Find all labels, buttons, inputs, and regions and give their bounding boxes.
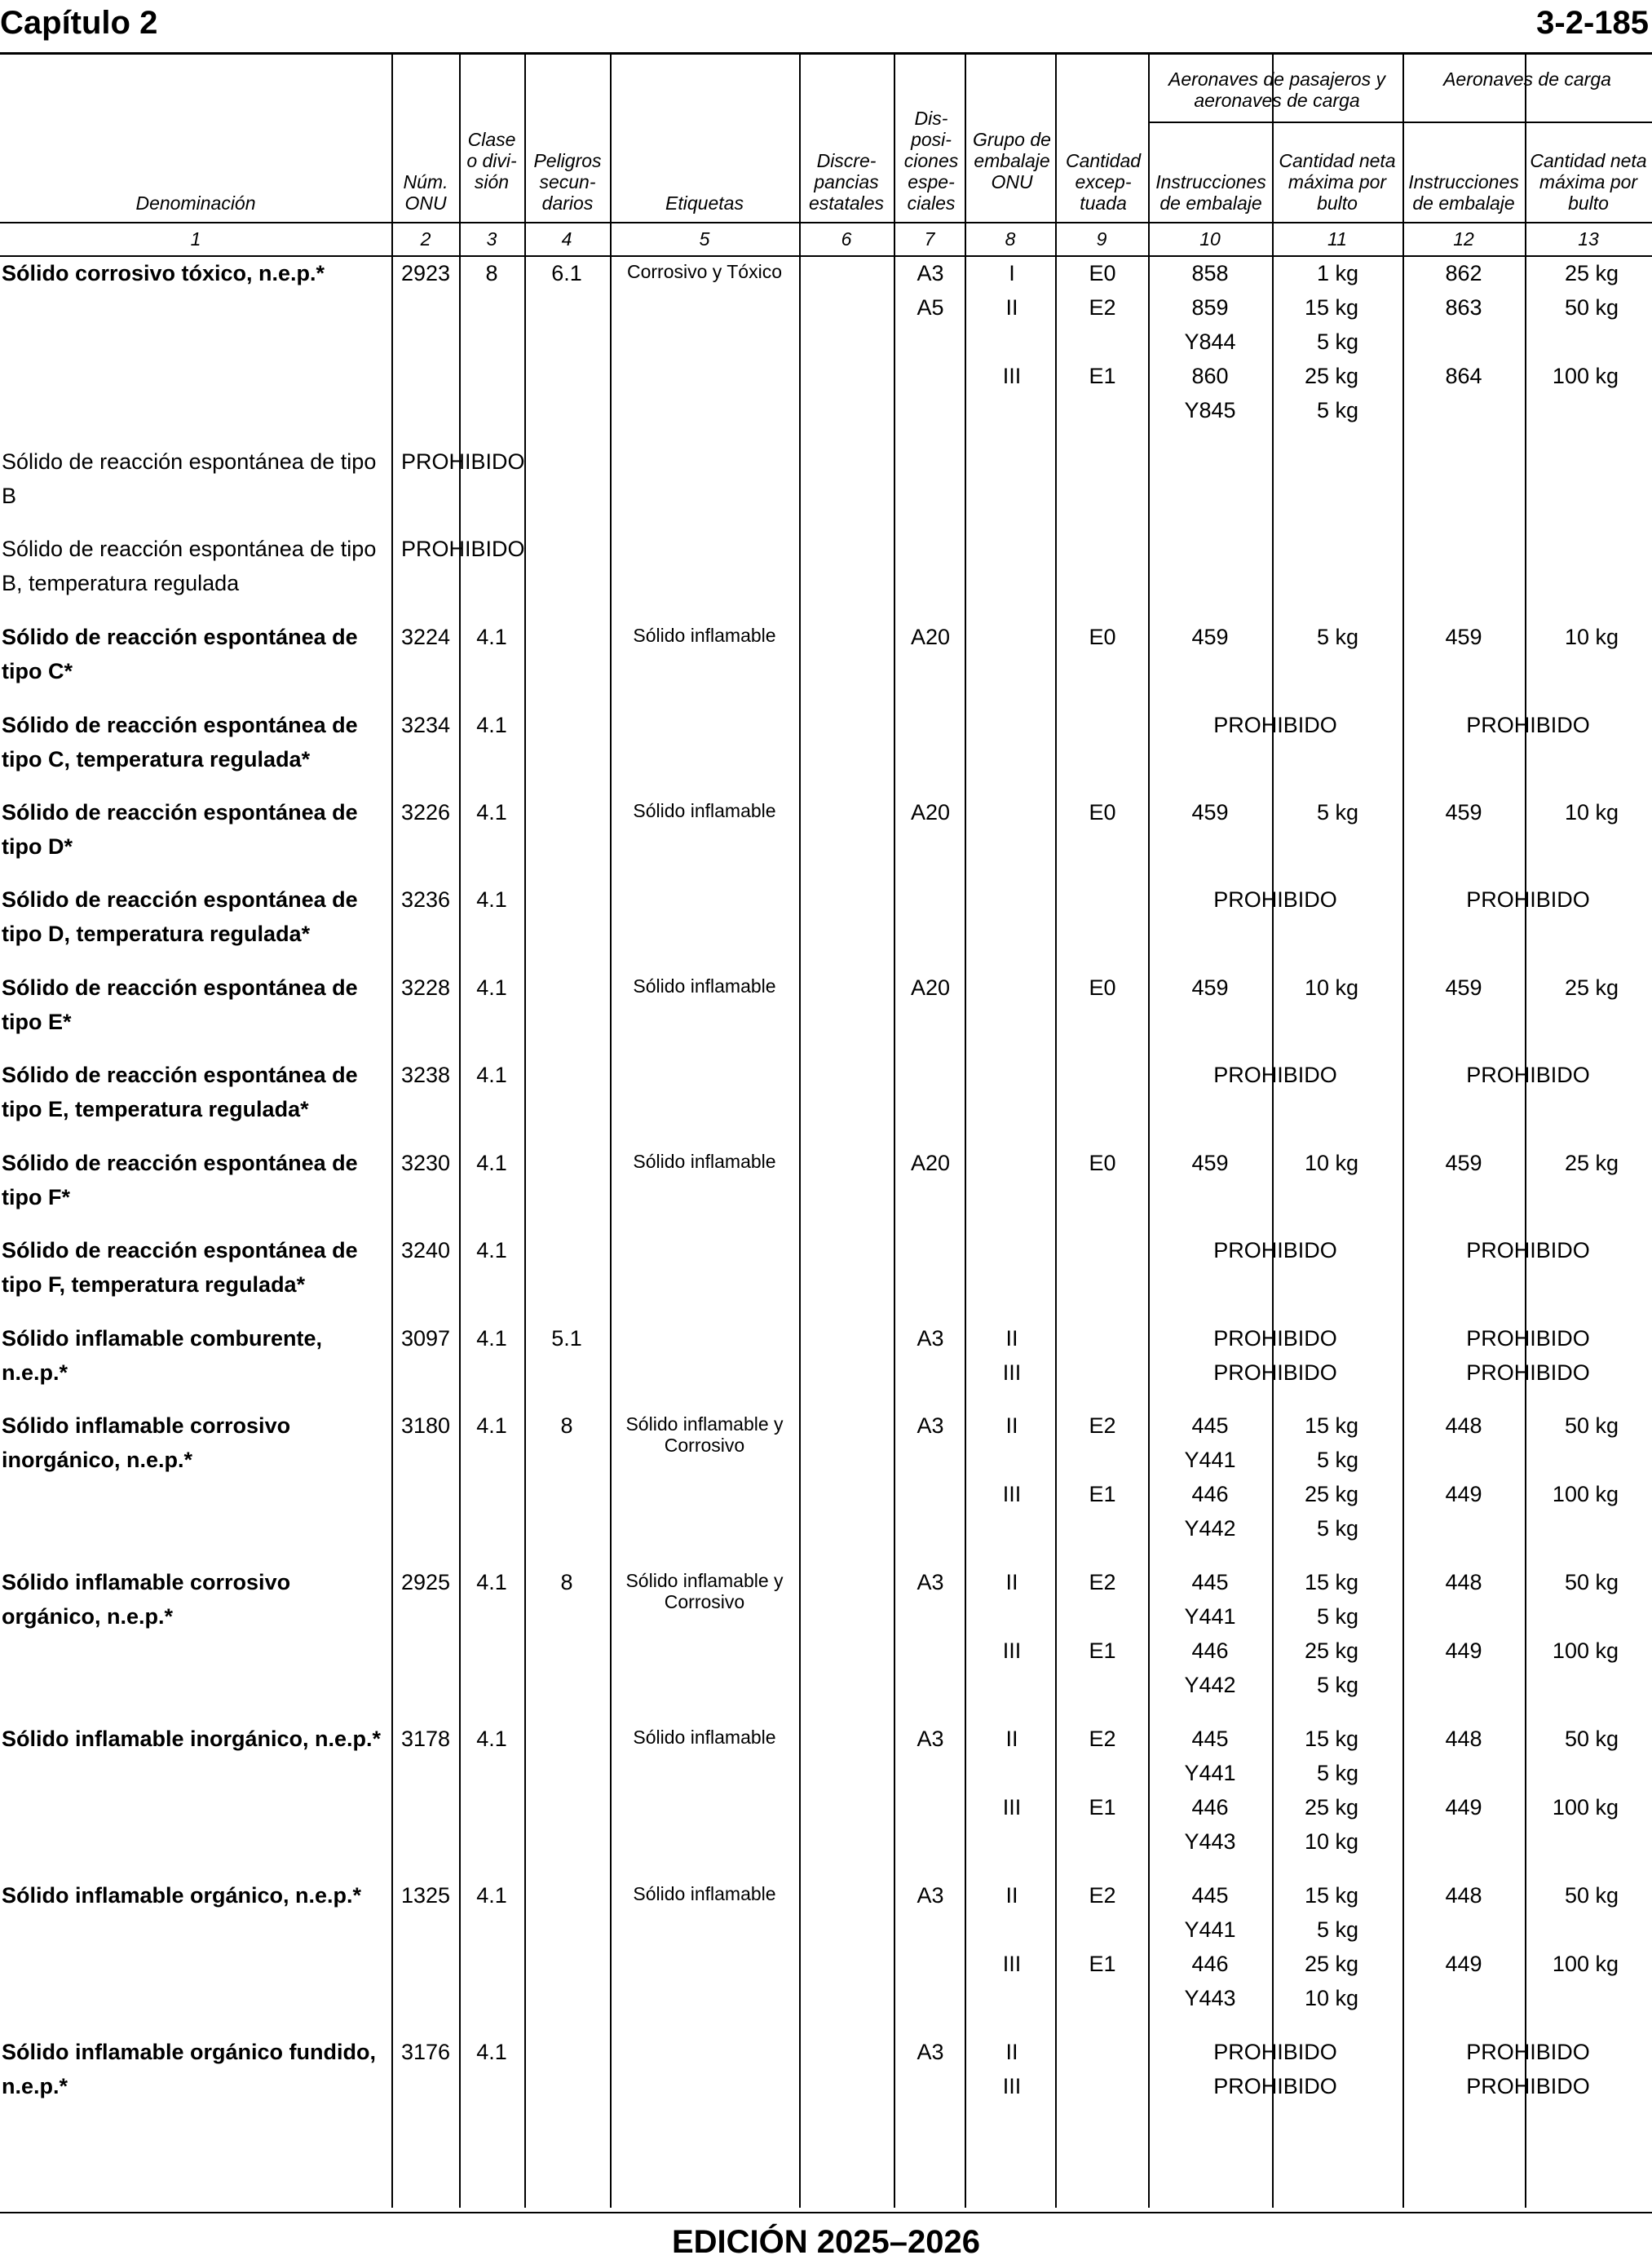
substance-name: Sólido de reacción espontánea de tipo F* (2, 1151, 358, 1209)
substance-name: Sólido inflamable orgánico, n.e.p.* (2, 1883, 362, 1908)
column-number: 5 (699, 228, 710, 250)
special-provision: A20 (910, 800, 951, 825)
excepted-quantity: E2 (1089, 1570, 1116, 1594)
class-division: 4.1 (476, 887, 507, 912)
special-provision: A3 (917, 1413, 944, 1438)
packing-instruction-pax: 446 (1191, 1952, 1229, 1976)
column-divider (610, 55, 612, 2208)
special-provision: A3 (917, 261, 944, 285)
packing-instruction-pax: 446 (1191, 1795, 1229, 1820)
bottom-rule (0, 2212, 1652, 2213)
packing-instruction-pax: Y441 (1184, 1604, 1236, 1629)
column-divider (391, 55, 393, 2208)
prohibido-cargo: PROHIBIDO (1466, 713, 1590, 737)
un-number: 1325 (401, 1883, 451, 1908)
subsidiary-hazard: 8 (560, 1413, 573, 1438)
packing-group: III (1002, 1360, 1022, 1385)
class-division: 4.1 (476, 625, 507, 649)
packing-instruction-pax: 459 (1191, 800, 1229, 825)
packing-group: III (1002, 364, 1022, 388)
hazard-label: Sólido inflamable y Corrosivo (625, 1413, 784, 1456)
un-number: 3238 (401, 1063, 451, 1087)
max-quantity-pax: 5 kg (1316, 1917, 1358, 1942)
special-provision: A20 (910, 625, 951, 649)
column-number: 3 (486, 228, 497, 250)
packing-group: II (1005, 1413, 1018, 1438)
column-divider (524, 55, 526, 2208)
edition-footer: EDICIÓN 2025–2026 (671, 2224, 980, 2260)
class-division: 4.1 (476, 975, 507, 1000)
class-division: 4.1 (476, 1883, 507, 1908)
hazard-label: Sólido inflamable (633, 1727, 776, 1748)
substance-name: Sólido de reacción espontánea de tipo E* (2, 975, 358, 1034)
substance-name: Sólido de reacción espontánea de tipo D, temperatura regulada* (2, 887, 358, 946)
un-number: 3230 (401, 1151, 451, 1175)
excepted-quantity: E1 (1089, 1795, 1116, 1820)
column-divider (1402, 55, 1404, 2208)
special-provision: A20 (910, 975, 951, 1000)
substance-name: Sólido de reacción espontánea de tipo B (2, 449, 377, 508)
un-number: 3180 (401, 1413, 451, 1438)
packing-group: III (1002, 1482, 1022, 1506)
class-division: 4.1 (476, 1326, 507, 1351)
packing-instruction-pax: 860 (1191, 364, 1229, 388)
subsidiary-hazard: 6.1 (551, 261, 582, 285)
packing-instruction-pax: 859 (1191, 295, 1229, 320)
max-quantity-pax: 25 kg (1304, 1795, 1358, 1820)
hazard-label: Sólido inflamable (633, 800, 776, 821)
group-header-pasajeros: Aeronaves de pasajeros y aeronaves de carga (1168, 69, 1385, 111)
packing-instruction-cargo: 459 (1445, 800, 1482, 825)
col-header-cantidad-exceptuada: Cantidad excep- tuada (1065, 150, 1142, 214)
max-quantity-pax: 1 kg (1316, 261, 1358, 285)
packing-instruction-cargo: 863 (1445, 295, 1482, 320)
packing-group: II (1005, 1727, 1018, 1751)
excepted-quantity: E1 (1089, 364, 1116, 388)
column-number: 1 (190, 228, 201, 250)
un-number: 3240 (401, 1238, 451, 1262)
packing-instruction-pax: Y441 (1184, 1917, 1236, 1942)
max-quantity-pax: 15 kg (1304, 1413, 1358, 1438)
col-header-etiquetas: Etiquetas (665, 192, 744, 214)
excepted-quantity: E1 (1089, 1482, 1116, 1506)
prohibido-pax: PROHIBIDO (1213, 2040, 1337, 2064)
substance-name: Sólido inflamable corrosivo orgánico, n.e.p.* (2, 1570, 291, 1629)
packing-instruction-pax: 445 (1191, 1727, 1229, 1751)
packing-instruction-pax: Y442 (1184, 1516, 1236, 1541)
substance-name: Sólido inflamable comburente, n.e.p.* (2, 1326, 323, 1385)
column-number: 9 (1096, 228, 1107, 250)
excepted-quantity: E0 (1089, 261, 1116, 285)
excepted-quantity: E2 (1089, 1413, 1116, 1438)
un-number: 3234 (401, 713, 451, 737)
prohibido-pax: PROHIBIDO (1213, 1063, 1337, 1087)
packing-instruction-cargo: 449 (1445, 1952, 1482, 1976)
class-division: 8 (485, 261, 498, 285)
class-division: 4.1 (476, 713, 507, 737)
max-quantity-cargo: 100 kg (1552, 1795, 1619, 1820)
max-quantity-pax: 5 kg (1316, 1761, 1358, 1785)
max-quantity-pax: 5 kg (1316, 1448, 1358, 1472)
max-quantity-cargo: 25 kg (1564, 261, 1619, 285)
class-division: 4.1 (476, 2040, 507, 2064)
packing-group: II (1005, 1570, 1018, 1594)
column-divider (1272, 55, 1274, 2208)
un-number: 3226 (401, 800, 451, 825)
packing-instruction-pax: 445 (1191, 1570, 1229, 1594)
column-divider (459, 55, 461, 2208)
packing-instruction-cargo: 449 (1445, 1795, 1482, 1820)
max-quantity-pax: 5 kg (1316, 1516, 1358, 1541)
packing-instruction-pax: 858 (1191, 261, 1229, 285)
group-divider (1148, 122, 1652, 123)
max-quantity-cargo: 100 kg (1552, 1952, 1619, 1976)
column-number: 2 (420, 228, 431, 250)
prohibido-cargo: PROHIBIDO (1466, 2040, 1590, 2064)
substance-name: Sólido de reacción espontánea de tipo D* (2, 800, 358, 859)
packing-group: III (1002, 1795, 1022, 1820)
max-quantity-cargo: 25 kg (1564, 1151, 1619, 1175)
header-divider (0, 222, 1652, 223)
subsidiary-hazard: 8 (560, 1570, 573, 1594)
col-header-clase: Clase o divi- sión (466, 129, 517, 192)
packing-group: III (1002, 1638, 1022, 1663)
excepted-quantity: E0 (1089, 1151, 1116, 1175)
page-number: 3-2-185 (1536, 5, 1649, 41)
un-number: 3097 (401, 1326, 451, 1351)
max-quantity-pax: 10 kg (1304, 1986, 1358, 2010)
max-quantity-cargo: 50 kg (1564, 295, 1619, 320)
packing-instruction-pax: Y845 (1184, 398, 1236, 422)
hazard-label: Sólido inflamable (633, 975, 776, 997)
col-header-num-onu: Núm. ONU (403, 171, 448, 214)
max-quantity-pax: 25 kg (1304, 1638, 1358, 1663)
max-quantity-pax: 5 kg (1316, 1604, 1358, 1629)
max-quantity-cargo: 50 kg (1564, 1727, 1619, 1751)
prohibido-cargo: PROHIBIDO (1466, 887, 1590, 912)
un-number: 2925 (401, 1570, 451, 1594)
substance-name: Sólido inflamable corrosivo inorgánico, n.e.p.* (2, 1413, 291, 1472)
max-quantity-pax: 10 kg (1304, 1829, 1358, 1854)
prohibido-cargo: PROHIBIDO (1466, 1326, 1590, 1351)
max-quantity-pax: 25 kg (1304, 1952, 1358, 1976)
substance-name: Sólido de reacción espontánea de tipo C, temperatura regulada* (2, 713, 358, 772)
max-quantity-cargo: 100 kg (1552, 1638, 1619, 1663)
prohibido-pax: PROHIBIDO (1213, 1360, 1337, 1385)
class-division: 4.1 (476, 1151, 507, 1175)
packing-instruction-cargo: 448 (1445, 1413, 1482, 1438)
excepted-quantity: E2 (1089, 295, 1116, 320)
packing-group: I (1009, 261, 1015, 285)
chapter-title: Capítulo 2 (0, 5, 158, 41)
packing-instruction-cargo: 862 (1445, 261, 1482, 285)
column-number: 12 (1453, 228, 1474, 250)
substance-name: Sólido inflamable orgánico fundido, n.e.p.* (2, 2040, 376, 2098)
col-header-instrucciones-1: Instrucciones de embalaje (1155, 171, 1266, 214)
packing-instruction-pax: 446 (1191, 1482, 1229, 1506)
max-quantity-pax: 5 kg (1316, 398, 1358, 422)
max-quantity-cargo: 10 kg (1564, 625, 1619, 649)
max-quantity-cargo: 50 kg (1564, 1413, 1619, 1438)
un-number: 3228 (401, 975, 451, 1000)
packing-instruction-pax: Y441 (1184, 1761, 1236, 1785)
max-quantity-pax: 15 kg (1304, 1570, 1358, 1594)
special-provision: A5 (917, 295, 944, 320)
packing-instruction-cargo: 448 (1445, 1727, 1482, 1751)
max-quantity-cargo: 50 kg (1564, 1883, 1619, 1908)
prohibido-cargo: PROHIBIDO (1466, 1063, 1590, 1087)
excepted-quantity: E2 (1089, 1727, 1116, 1751)
un-number: 3236 (401, 887, 451, 912)
packing-instruction-cargo: 448 (1445, 1883, 1482, 1908)
column-number: 4 (561, 228, 572, 250)
max-quantity-cargo: 100 kg (1552, 1482, 1619, 1506)
excepted-quantity: E0 (1089, 625, 1116, 649)
excepted-quantity: E1 (1089, 1952, 1116, 1976)
packing-instruction-cargo: 448 (1445, 1570, 1482, 1594)
col-header-discrepancias: Discre- pancias estatales (808, 150, 885, 214)
top-rule (0, 52, 1652, 55)
max-quantity-pax: 15 kg (1304, 295, 1358, 320)
special-provision: A3 (917, 1326, 944, 1351)
column-number: 10 (1199, 228, 1221, 250)
packing-instruction-cargo: 449 (1445, 1482, 1482, 1506)
class-division: 4.1 (476, 1570, 507, 1594)
un-number: 3224 (401, 625, 451, 649)
column-number: 8 (1005, 228, 1016, 250)
special-provision: A3 (917, 1727, 944, 1751)
prohibido-cargo: PROHIBIDO (1466, 1238, 1590, 1262)
column-number: 13 (1578, 228, 1599, 250)
substance-name: Sólido de reacción espontánea de tipo C* (2, 625, 358, 683)
packing-instruction-pax: 445 (1191, 1413, 1229, 1438)
special-provision: A3 (917, 2040, 944, 2064)
max-quantity-pax: 15 kg (1304, 1883, 1358, 1908)
packing-instruction-cargo: 459 (1445, 975, 1482, 1000)
max-quantity-pax: 10 kg (1304, 975, 1358, 1000)
max-quantity-pax: 5 kg (1316, 625, 1358, 649)
max-quantity-pax: 15 kg (1304, 1727, 1358, 1751)
class-division: 4.1 (476, 1727, 507, 1751)
packing-instruction-pax: 459 (1191, 975, 1229, 1000)
prohibido-pax: PROHIBIDO (1213, 887, 1337, 912)
prohibido-pax: PROHIBIDO (1213, 1238, 1337, 1262)
class-division: 4.1 (476, 1063, 507, 1087)
packing-instruction-cargo: 449 (1445, 1638, 1482, 1663)
hazard-label: Sólido inflamable (633, 1151, 776, 1172)
hazard-label: Sólido inflamable y Corrosivo (625, 1570, 784, 1612)
packing-group: II (1005, 1883, 1018, 1908)
packing-instruction-pax: 445 (1191, 1883, 1229, 1908)
special-provision: A20 (910, 1151, 951, 1175)
packing-instruction-pax: Y443 (1184, 1986, 1236, 2010)
col-header-cantidad-1: Cantidad neta máxima por bulto (1279, 150, 1396, 214)
max-quantity-pax: 25 kg (1304, 364, 1358, 388)
special-provision: A3 (917, 1883, 944, 1908)
substance-name: Sólido corrosivo tóxico, n.e.p.* (2, 261, 325, 285)
prohibido-text: PROHIBIDO (401, 449, 525, 474)
max-quantity-pax: 10 kg (1304, 1151, 1358, 1175)
subsidiary-hazard: 5.1 (551, 1326, 582, 1351)
column-divider (1148, 55, 1150, 2208)
col-header-disposiciones: Dis- posi- ciones espe- ciales (903, 108, 959, 214)
un-number: 3176 (401, 2040, 451, 2064)
col-header-denominacion: Denominación (135, 192, 256, 214)
max-quantity-pax: 5 kg (1316, 1673, 1358, 1697)
max-quantity-pax: 25 kg (1304, 1482, 1358, 1506)
packing-instruction-pax: Y844 (1184, 329, 1236, 354)
max-quantity-cargo: 25 kg (1564, 975, 1619, 1000)
excepted-quantity: E0 (1089, 975, 1116, 1000)
un-number: 2923 (401, 261, 451, 285)
packing-instruction-pax: Y443 (1184, 1829, 1236, 1854)
excepted-quantity: E2 (1089, 1883, 1116, 1908)
max-quantity-pax: 5 kg (1316, 800, 1358, 825)
class-division: 4.1 (476, 1238, 507, 1262)
packing-instruction-pax: Y441 (1184, 1448, 1236, 1472)
packing-instruction-pax: Y442 (1184, 1673, 1236, 1697)
column-number: 6 (841, 228, 852, 250)
packing-instruction-cargo: 459 (1445, 1151, 1482, 1175)
group-header-carga: Aeronaves de carga (1443, 69, 1611, 90)
packing-group: III (1002, 1952, 1022, 1976)
packing-group: II (1005, 2040, 1018, 2064)
col-header-instrucciones-2: Instrucciones de embalaje (1408, 171, 1519, 214)
prohibido-pax: PROHIBIDO (1213, 713, 1337, 737)
max-quantity-cargo: 100 kg (1552, 364, 1619, 388)
packing-instruction-cargo: 864 (1445, 364, 1482, 388)
column-divider (894, 55, 895, 2208)
substance-name: Sólido de reacción espontánea de tipo F, temperatura regulada* (2, 1238, 358, 1297)
column-divider (799, 55, 801, 2208)
prohibido-cargo: PROHIBIDO (1466, 2074, 1590, 2098)
max-quantity-cargo: 50 kg (1564, 1570, 1619, 1594)
column-number: 7 (924, 228, 935, 250)
un-number: 3178 (401, 1727, 451, 1751)
substance-name: Sólido de reacción espontánea de tipo E, temperatura regulada* (2, 1063, 358, 1121)
column-divider (1055, 55, 1057, 2208)
class-division: 4.1 (476, 1413, 507, 1438)
column-divider (965, 55, 966, 2208)
packing-instruction-pax: 446 (1191, 1638, 1229, 1663)
packing-group: III (1002, 2074, 1022, 2098)
col-header-peligros: Peligros secun- darios (533, 150, 602, 214)
column-divider (1525, 55, 1526, 2208)
prohibido-cargo: PROHIBIDO (1466, 1360, 1590, 1385)
excepted-quantity: E0 (1089, 800, 1116, 825)
packing-group: II (1005, 1326, 1018, 1351)
max-quantity-pax: 5 kg (1316, 329, 1358, 354)
packing-instruction-pax: 459 (1191, 625, 1229, 649)
packing-instruction-pax: 459 (1191, 1151, 1229, 1175)
prohibido-pax: PROHIBIDO (1213, 1326, 1337, 1351)
packing-group: II (1005, 295, 1018, 320)
max-quantity-cargo: 10 kg (1564, 800, 1619, 825)
col-header-grupo: Grupo de embalaje ONU (973, 129, 1051, 192)
class-division: 4.1 (476, 800, 507, 825)
col-header-cantidad-2: Cantidad neta máxima por bulto (1530, 150, 1647, 214)
substance-name: Sólido inflamable inorgánico, n.e.p.* (2, 1727, 382, 1751)
substance-name: Sólido de reacción espontánea de tipo B, temperatura regulada (2, 537, 377, 595)
excepted-quantity: E1 (1089, 1638, 1116, 1663)
prohibido-text: PROHIBIDO (401, 537, 525, 561)
hazard-label: Corrosivo y Tóxico (626, 261, 783, 282)
column-number: 11 (1327, 228, 1347, 250)
prohibido-pax: PROHIBIDO (1213, 2074, 1337, 2098)
hazard-label: Sólido inflamable (633, 625, 776, 646)
hazard-label: Sólido inflamable (633, 1883, 776, 1904)
special-provision: A3 (917, 1570, 944, 1594)
packing-instruction-cargo: 459 (1445, 625, 1482, 649)
